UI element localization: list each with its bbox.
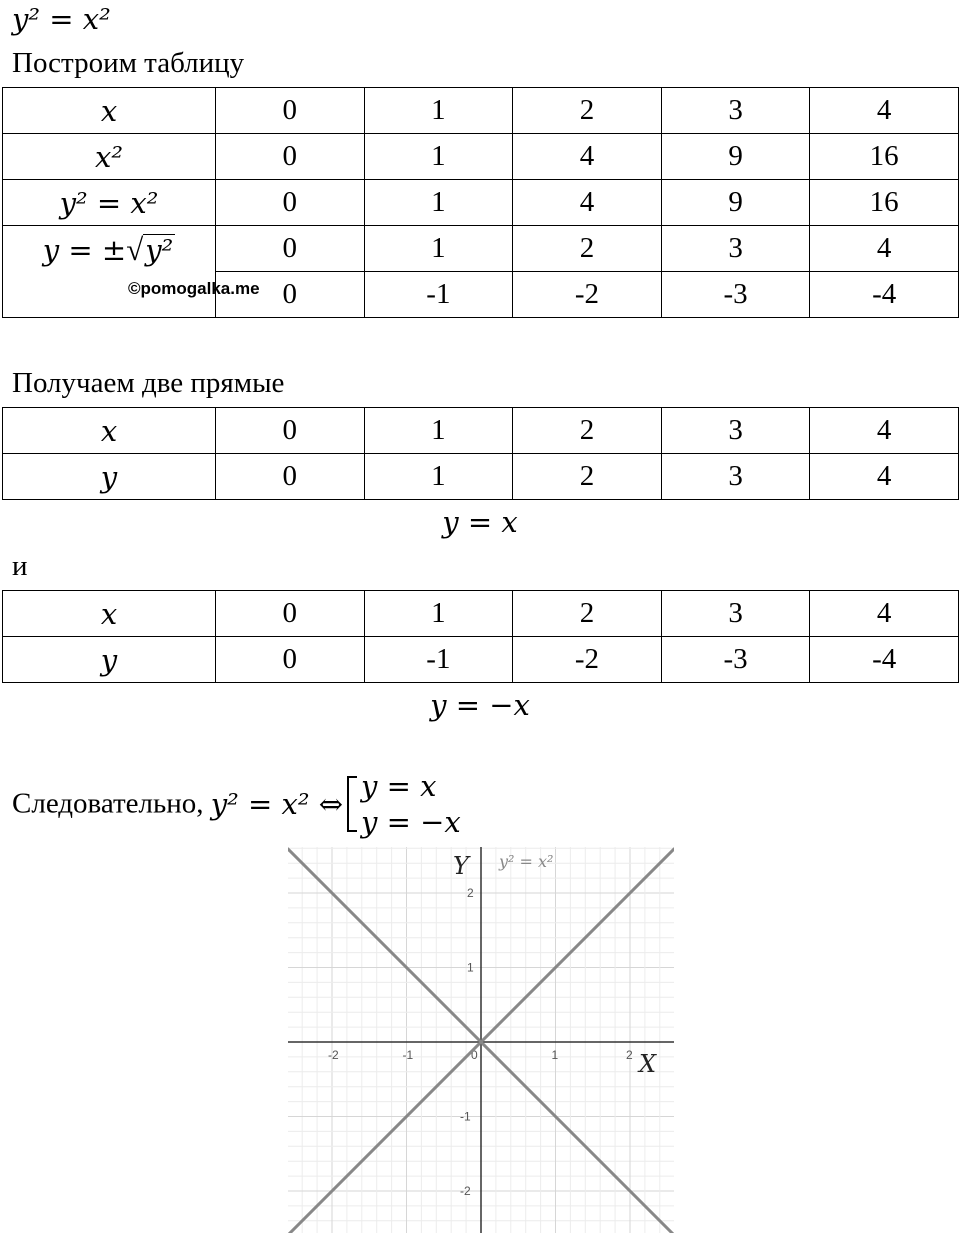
case-2: y = −x [361, 805, 461, 839]
table-cell: 4 [810, 591, 959, 637]
table-cell: 16 [810, 180, 959, 226]
row-label: x [3, 408, 216, 454]
caption-y-equals-minus-x: y = −x [430, 688, 530, 722]
bracket [347, 776, 357, 832]
row-label: y [3, 637, 216, 683]
row-label: y² = x² [3, 180, 216, 226]
table-cell: -2 [513, 272, 662, 318]
table-cell: -1 [364, 637, 513, 683]
conclusion-prefix: Следовательно, [12, 787, 211, 820]
table-line-negative [2, 590, 959, 683]
table-cell: 0 [216, 591, 365, 637]
x-tick-label: 2 [626, 1048, 633, 1062]
table-cell: 4 [810, 454, 959, 500]
y-tick-label: -1 [460, 1109, 471, 1124]
table-cell: 4 [810, 408, 959, 454]
table-cell: -2 [513, 637, 662, 683]
sqrt-prefix: y = ± [42, 233, 127, 267]
system-cases [361, 768, 461, 840]
table-cell: 2 [513, 88, 662, 134]
row-label: y [3, 454, 216, 500]
header-equation: y² = x² [12, 2, 111, 36]
table-cell: 2 [513, 591, 662, 637]
table-line-positive [2, 407, 959, 500]
table-cell: 2 [513, 454, 662, 500]
graph [288, 847, 674, 1233]
y-tick-label: 1 [467, 960, 474, 975]
table-cell: 3 [661, 591, 810, 637]
table-cell: 0 [216, 88, 365, 134]
table-cell: 0 [216, 408, 365, 454]
section2-text: Получаем две прямые [12, 367, 285, 399]
row-label: x [3, 591, 216, 637]
table-cell: 2 [513, 226, 662, 272]
table-cell: 3 [661, 408, 810, 454]
table-cell: 1 [364, 88, 513, 134]
y-axis-label: Y [453, 852, 469, 880]
table-cell: -3 [661, 637, 810, 683]
table-cell: 1 [364, 408, 513, 454]
table-cell: 4 [513, 180, 662, 226]
table-row [3, 134, 959, 180]
table-cell: 3 [661, 88, 810, 134]
table-cell: 16 [810, 134, 959, 180]
case-1: y = x [361, 769, 437, 803]
table-cell: -3 [661, 272, 810, 318]
caption-y-equals-x: y = x [442, 505, 518, 539]
table-row [3, 88, 959, 134]
conclusion [12, 768, 461, 840]
table-row [3, 180, 959, 226]
table-row [3, 226, 959, 272]
table-cell: 3 [661, 226, 810, 272]
table-cell: 9 [661, 180, 810, 226]
radical-sign: √ [126, 232, 144, 267]
table-cell: 0 [216, 134, 365, 180]
table-cell: 3 [661, 454, 810, 500]
row-label: x² [3, 134, 216, 180]
row-label: x [3, 88, 216, 134]
table-cell: 0 [216, 272, 365, 318]
y-tick-label: 2 [467, 886, 474, 900]
sqrt-body: y² [145, 233, 174, 267]
table-cell: 1 [364, 226, 513, 272]
table-cell: 0 [216, 226, 365, 272]
table-cell: 1 [364, 180, 513, 226]
chart-title: y² = x² [499, 852, 554, 871]
table-cell: 1 [364, 591, 513, 637]
table-cell: 1 [364, 454, 513, 500]
table-cell: 4 [810, 88, 959, 134]
table-row [3, 408, 959, 454]
table-cell: 1 [364, 134, 513, 180]
table-row [3, 637, 959, 683]
watermark: ©pomogalka.me [128, 279, 260, 298]
table-cell: 2 [513, 408, 662, 454]
y-tick-label: -2 [460, 1184, 471, 1198]
table-cell: -1 [364, 272, 513, 318]
conclusion-equation: y² = x² ⇔ [210, 787, 344, 821]
x-tick-label: 1 [551, 1048, 559, 1062]
x-tick-label: -2 [328, 1048, 339, 1062]
x-tick-label: 0 [471, 1048, 478, 1062]
table-cell: 0 [216, 180, 365, 226]
conjunction: и [12, 550, 28, 582]
x-tick-label: -1 [402, 1048, 414, 1062]
table-cell: 9 [661, 134, 810, 180]
row-label-sqrt [3, 226, 216, 318]
table-cell: 0 [216, 454, 365, 500]
table-row [3, 454, 959, 500]
x-axis-label: X [639, 1050, 657, 1078]
table-row [3, 591, 959, 637]
intro-text: Построим таблицу [12, 47, 245, 79]
table-cell: -4 [810, 272, 959, 318]
table-cell: 0 [216, 637, 365, 683]
table-cell: 4 [513, 134, 662, 180]
table-cell: -4 [810, 637, 959, 683]
table-cell: 4 [810, 226, 959, 272]
